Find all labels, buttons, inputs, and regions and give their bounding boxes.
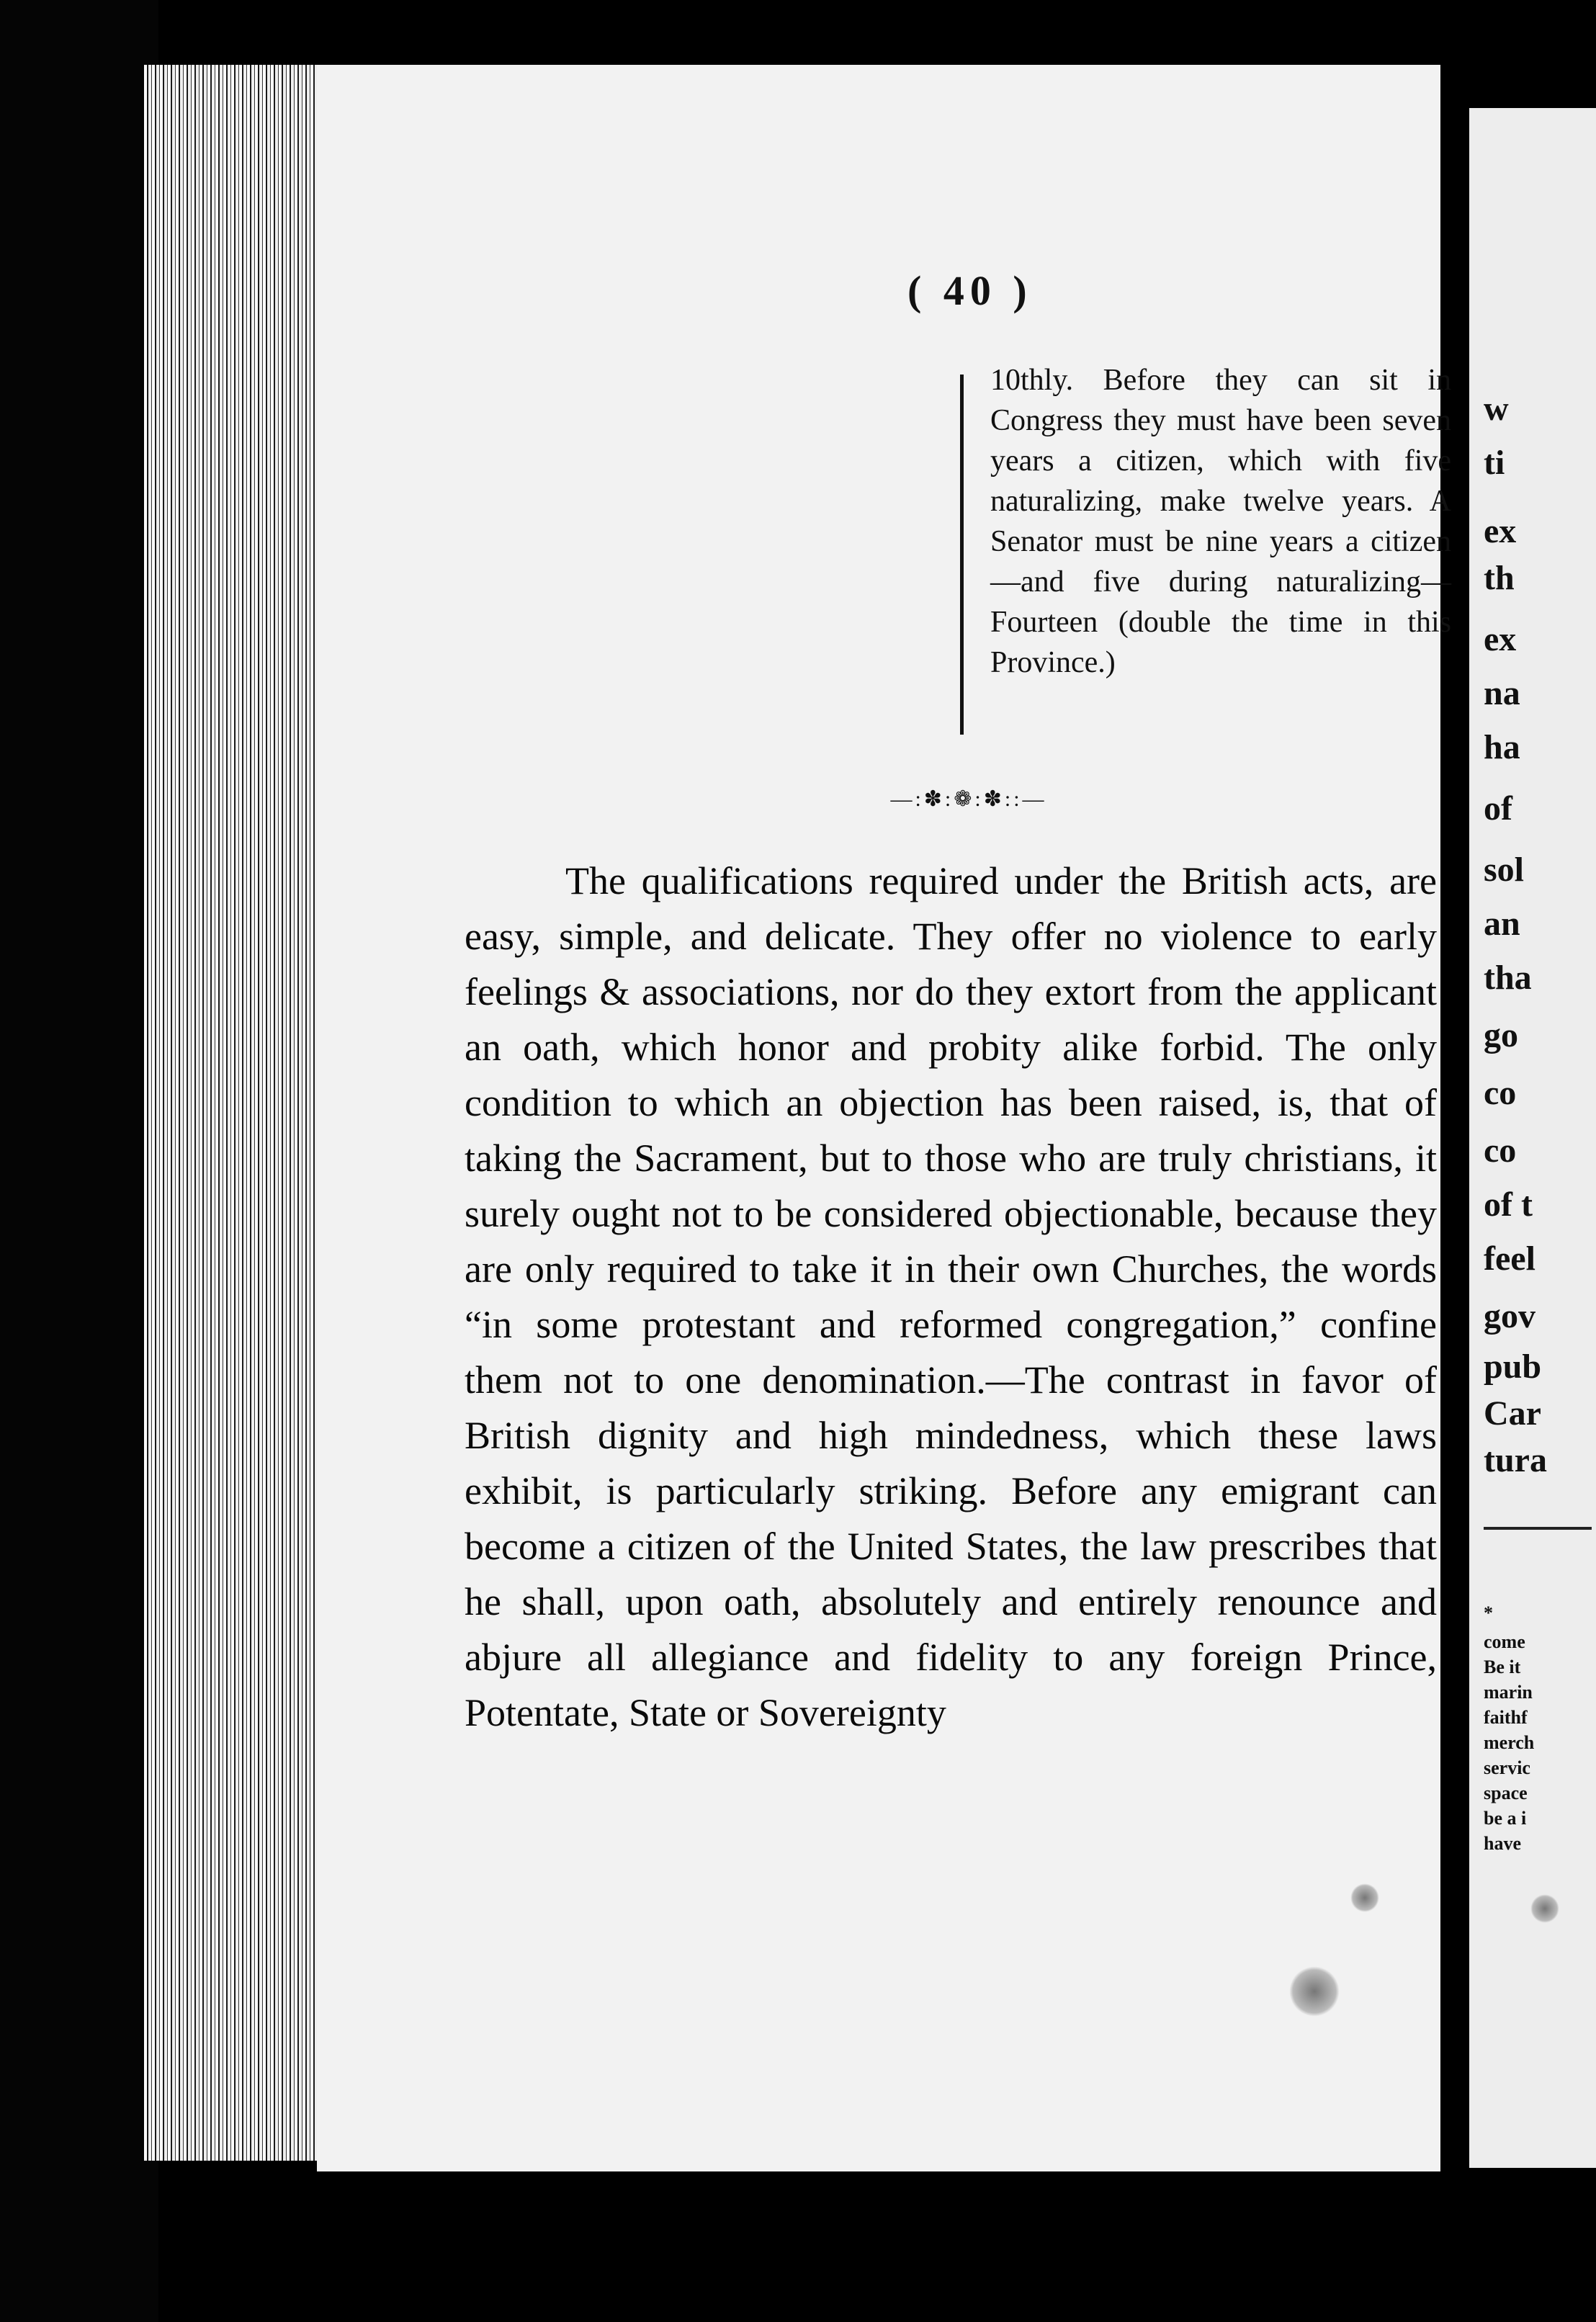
facing-fragment: co	[1484, 1074, 1517, 1112]
ink-speck	[1350, 1883, 1379, 1912]
facing-fragment: of	[1484, 789, 1512, 828]
facing-fragment: ex	[1484, 512, 1517, 550]
facing-note-fragment: space	[1484, 1783, 1528, 1803]
facing-fragment: tura	[1484, 1441, 1547, 1479]
page-number: ( 40 )	[907, 267, 1033, 314]
scan-border-left	[0, 0, 158, 2322]
facing-fragment: ha	[1484, 728, 1520, 766]
facing-rule	[1484, 1527, 1592, 1530]
ink-speck	[1530, 1894, 1559, 1923]
facing-fragment: an	[1484, 905, 1520, 943]
facing-fragment: go	[1484, 1016, 1518, 1054]
facing-note-fragment: servic	[1484, 1757, 1530, 1778]
facing-fragment: w	[1484, 390, 1509, 428]
facing-fragment: co	[1484, 1131, 1517, 1170]
facing-fragment: ex	[1484, 620, 1517, 658]
facing-fragment: ti	[1484, 444, 1505, 482]
facing-fragment: tha	[1484, 959, 1532, 997]
facing-note-fragment: have	[1484, 1833, 1521, 1854]
section-ornament: —:✽:❁:✽::—	[890, 787, 1047, 811]
facing-note-fragment: merch	[1484, 1732, 1535, 1753]
facing-fragment: gov	[1484, 1297, 1536, 1335]
main-text	[465, 853, 1437, 1741]
facing-note-fragment: *	[1484, 1602, 1493, 1623]
marginal-note	[990, 360, 1451, 683]
facing-fragment: of t	[1484, 1185, 1533, 1224]
gutter-shadow	[1440, 0, 1469, 2322]
facing-fragment: na	[1484, 674, 1520, 712]
main-paragraph: The qualifications required under the British acts, are easy, simple, and delicate. They offer no violence to early feelings & associations, nor do they extort from the applicant an oath, which honor and probity alike forbid. The only condition to which an objection has been raised, is, that of taking the Sacrament, but to those who are truly christians, it surely ought not to be considered objectionable, because they are only required to take it in their own Churches, the words “in some protestant and reformed congregation,” confine them not to one denomination.—The contrast in favor of British dignity and high mindedness, which these laws exhibit, is particularly striking. Before any emigrant can become a citizen of the United States, the law prescribes that he shall, upon oath, absolutely and entirely renounce and abjure all allegiance and fidelity to any foreign Prince, Potentate, State or Sovereignty	[465, 859, 1437, 1734]
ink-speck	[1289, 1966, 1340, 2017]
facing-fragment: sol	[1484, 851, 1525, 889]
facing-note-fragment: faithf	[1484, 1707, 1528, 1728]
facing-note-fragment: Be it	[1484, 1657, 1521, 1677]
facing-note-fragment: marin	[1484, 1682, 1533, 1703]
footnote-margin-rule	[960, 375, 964, 735]
facing-fragment: pub	[1484, 1348, 1542, 1386]
facing-note-fragment: come	[1484, 1631, 1525, 1652]
facing-note-fragment: be a i	[1484, 1808, 1527, 1829]
marginal-note-text: 10thly. Before they can sit in Congress they must have been seven years a citizen, which with five naturalizing, make twelve years. A Senator must be nine years a citizen—and five during naturalizing—Fourteen (double the time in this Province.)	[990, 364, 1451, 679]
page-edges	[144, 65, 320, 2161]
facing-fragment: Car	[1484, 1394, 1541, 1433]
facing-fragment: th	[1484, 559, 1515, 597]
facing-fragment: feel	[1484, 1240, 1536, 1278]
